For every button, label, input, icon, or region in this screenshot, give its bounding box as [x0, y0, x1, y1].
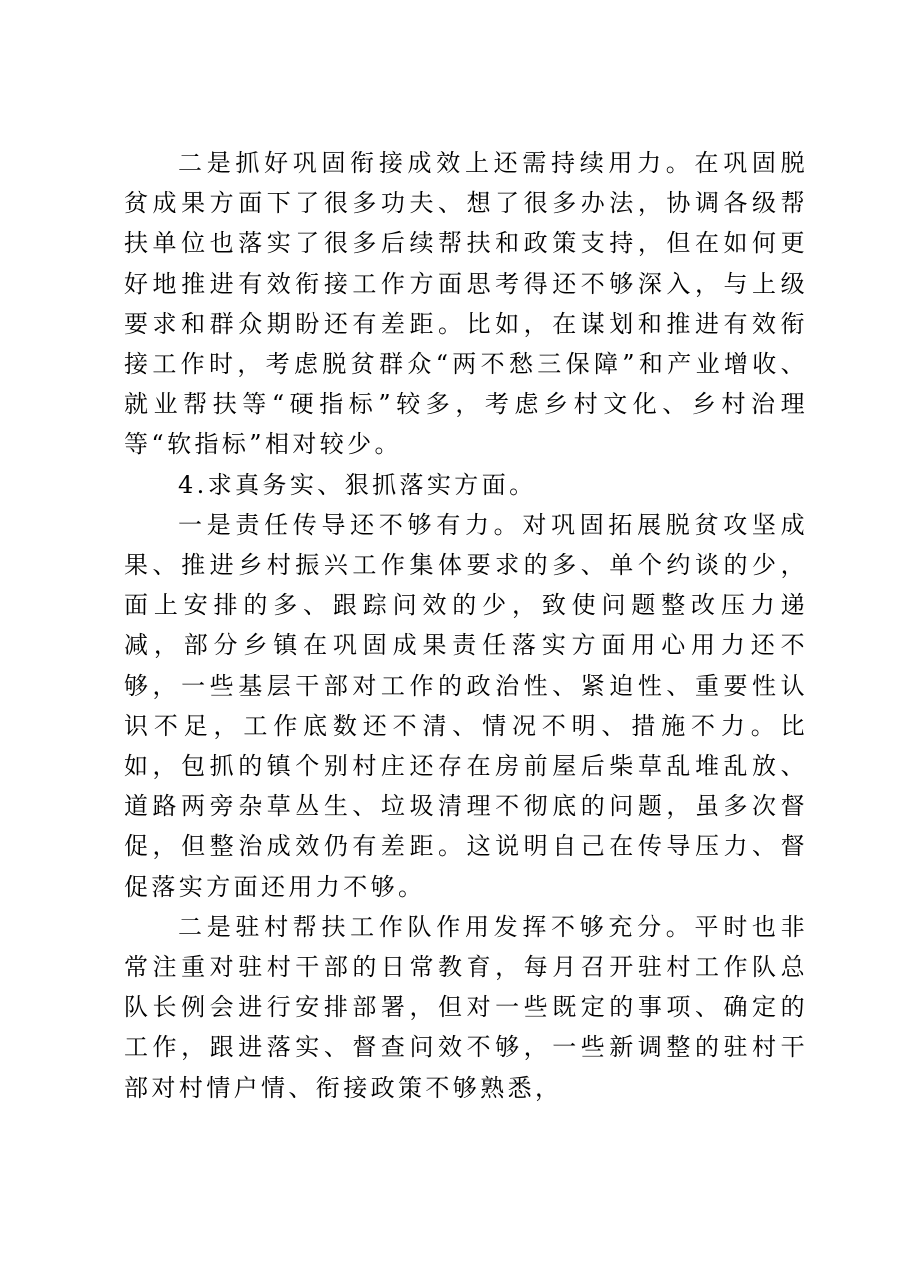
- paragraph-consolidation: 二是抓好巩固衔接成效上还需持续用力。在巩固脱贫成果方面下了很多功夫、想了很多办法，协调各级帮扶单位也落实了很多后续帮扶和政策支持，但在如何更好地推进有效衔接工作方面思考得还不够深入，与上级要求和群众期盼还有差距。比如，在谋划和推进有效衔接工作时，考虑脱贫群众“两不愁三保障”和产业增收、就业帮扶等“硬指标”较多，考虑乡村文化、乡村治理等“软指标”相对较少。: [124, 149, 808, 459]
- document-body: [124, 143, 808, 1108]
- paragraph-responsibility: 一是责任传导还不够有力。对巩固拓展脱贫攻坚成果、推进乡村振兴工作集体要求的多、单个约谈的少，面上安排的多、跟踪问效的少，致使问题整改压力递减，部分乡镇在巩固成果责任落实方面用心用力还不够，一些基层干部对工作的政治性、紧迫性、重要性认识不足，工作底数还不清、情况不明、措施不力。比如，包抓的镇个别村庄还存在房前屋后柴草乱堆乱放、道路两旁杂草丛生、垃圾清理不彻底的问题，虽多次督促，但整治成效仍有差距。这说明自己在传导压力、督促落实方面还用力不够。: [124, 510, 808, 901]
- paragraph-work-team: 二是驻村帮扶工作队作用发挥不够充分。平时也非常注重对驻村干部的日常教育，每月召开驻村工作队总队长例会进行安排部署，但对一些既定的事项、确定的工作，跟进落实、督查问效不够，一些新调整的驻村干部对村情户情、衔接政策不够熟悉，: [124, 912, 808, 1102]
- section-heading: 4.求真务实、狠抓落实方面。: [178, 470, 537, 499]
